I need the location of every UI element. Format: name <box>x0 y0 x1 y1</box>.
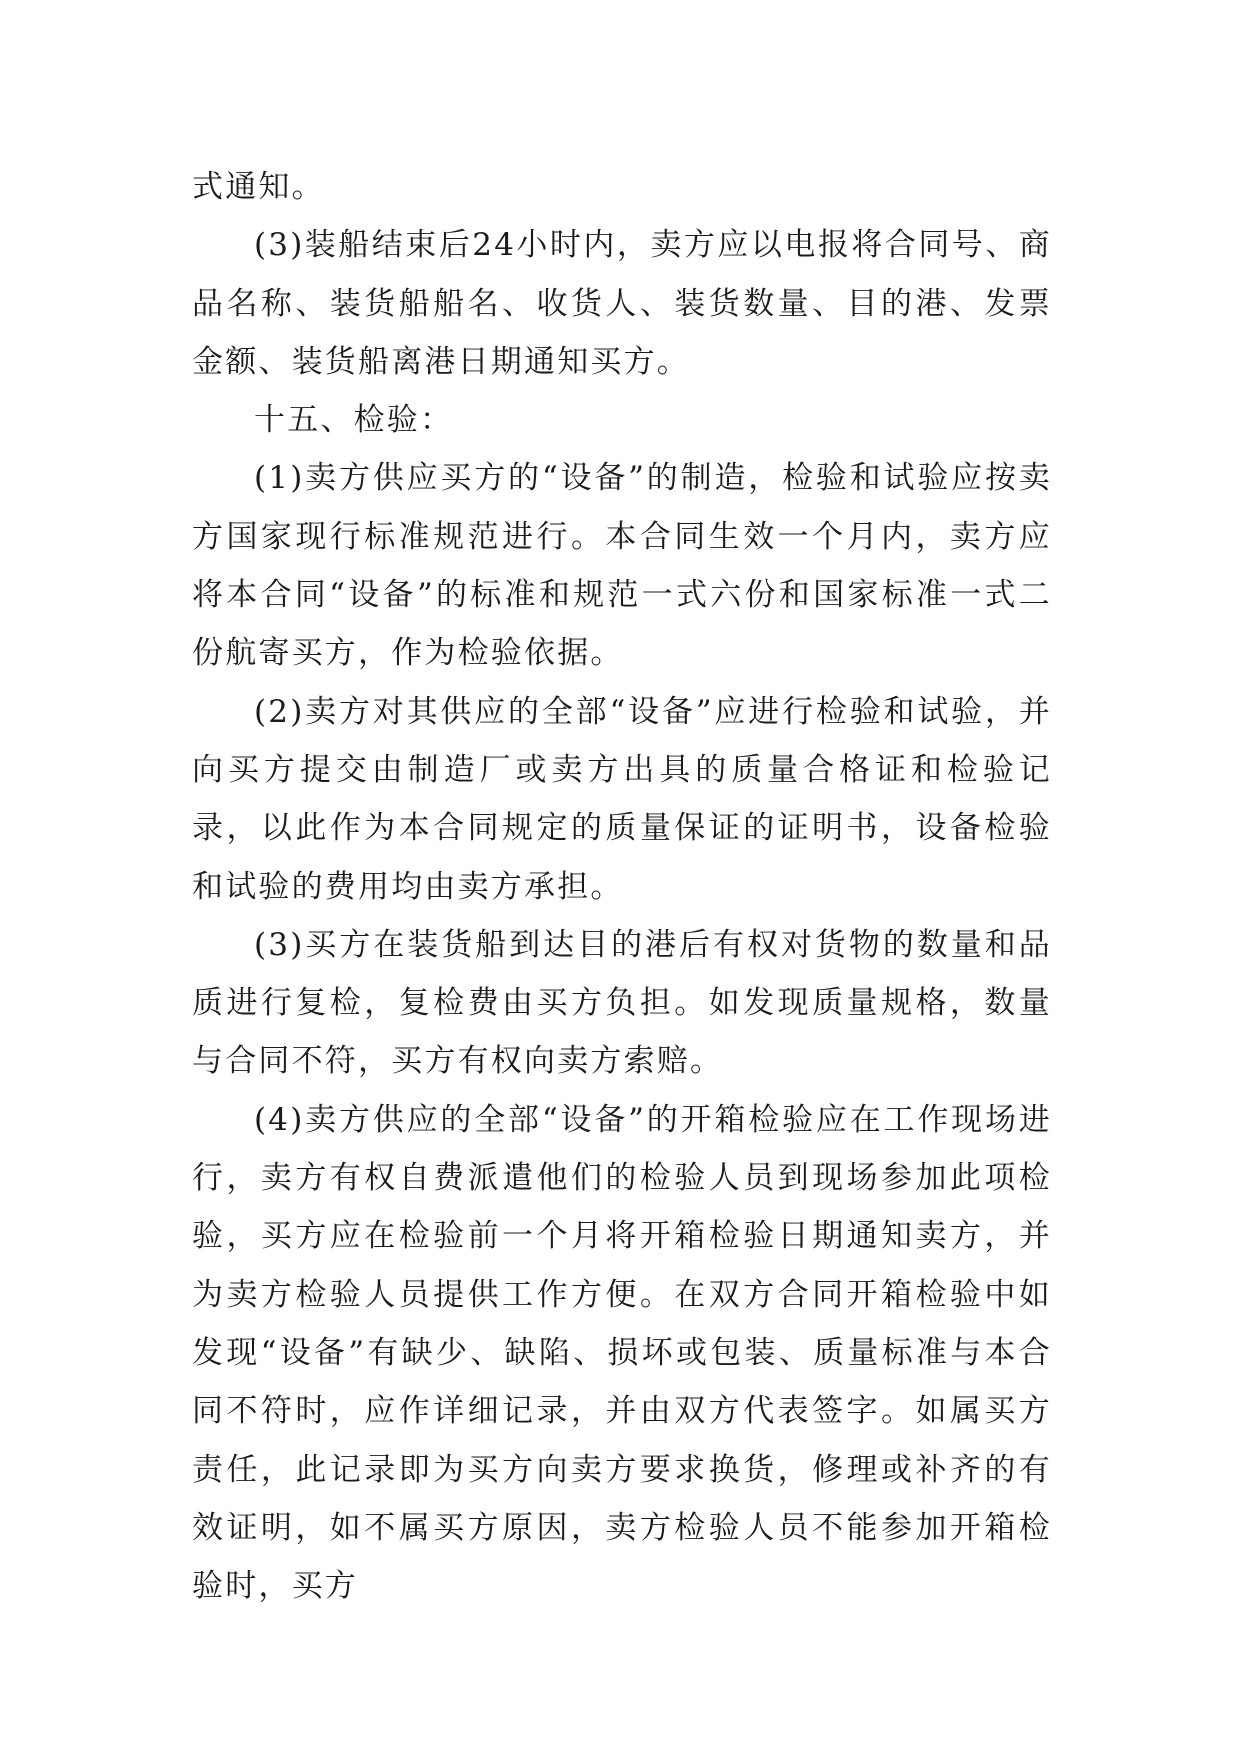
paragraph-shipping-notice: (3)装船结束后24小时内，卖方应以电报将合同号、商品名称、装货船船名、收货人、装货数量、目的港、发票金额、装货船离港日期通知买方。 <box>192 227 1052 380</box>
paragraph-inspection-4: (4)卖方供应的全部“设备”的开箱检验应在工作现场进行，卖方有权自费派遣他们的检验人员到现场参加此项检验，买方应在检验前一个月将开箱检验日期通知卖方，并为卖方检验人员提供工作方便。在双方合同开箱检验中如发现“设备”有缺少、缺陷、损坏或包装、质量标准与本合同不符时，应作详细记录，并由双方代表签字。如属买方责任，此记录即为买方向卖方要求换货，修理或补齐的有效证明，如不属买方原因，卖方检验人员不能参加开箱检验时，买方 <box>192 1101 1052 1605</box>
paragraph-inspection-1: (1)卖方供应买方的“设备”的制造，检验和试验应按卖方国家现行标准规范进行。本合同生效一个月内，卖方应将本合同“设备”的标准和规范一式六份和国家标准一式二份航寄买方，作为检验依据。 <box>192 460 1052 672</box>
paragraph-inspection-3: (3)买方在装货船到达目的港后有权对货物的数量和品质进行复检，复检费由买方负担。如发现质量规格，数量与合同不符，买方有权向卖方索赔。 <box>192 926 1052 1080</box>
paragraph-notice-end: 式通知。 <box>192 169 325 205</box>
paragraph-inspection-2: (2)卖方对其供应的全部“设备”应进行检验和试验，并向买方提交由制造厂或卖方出具的质量合格证和检验记录，以此作为本合同规定的质量保证的证明书，设备检验和试验的费用均由卖方承担。 <box>192 693 1052 905</box>
section-heading-inspection: 十五、检验： <box>254 402 454 439</box>
document-body <box>192 158 1052 1615</box>
